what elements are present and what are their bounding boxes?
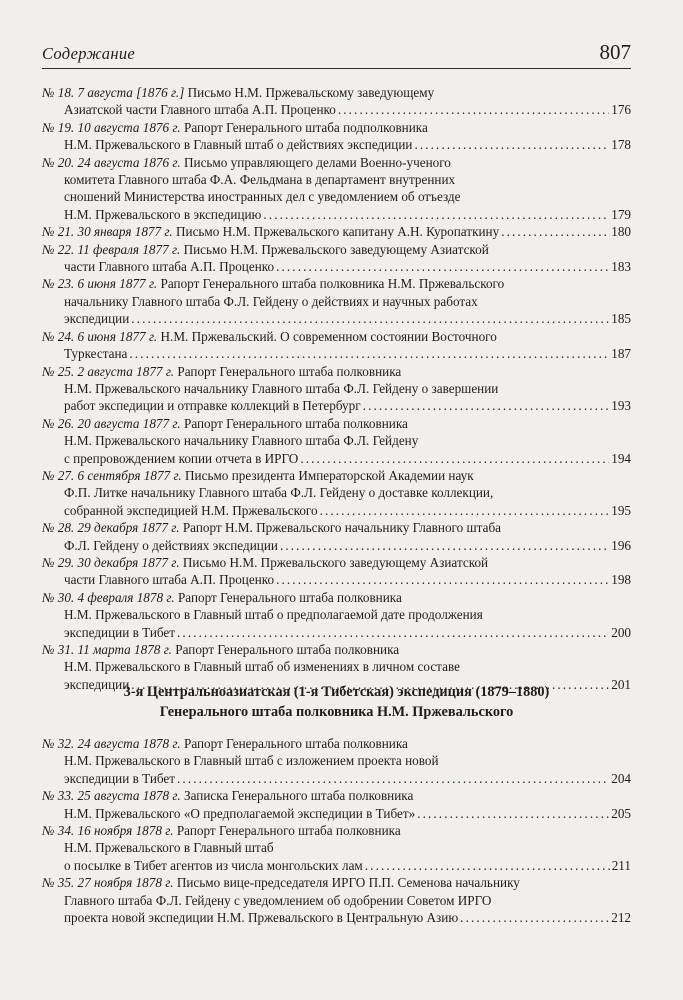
entry-number: № 33.	[42, 788, 75, 804]
toc-entry-last-line	[42, 258, 631, 275]
entry-date: 30 декабря 1877 г.	[77, 554, 180, 570]
entry-number: № 35.	[42, 875, 75, 891]
toc-entry-text	[42, 223, 499, 240]
toc-entry-continuation: Н.М. Пржевальского в Главный штаб с изложением проекта новой	[64, 753, 439, 769]
toc-entry-first-line	[42, 787, 631, 804]
entry-title-end: экспедиции	[64, 676, 130, 692]
entry-number: № 29.	[42, 554, 75, 570]
entry-number: № 30.	[42, 589, 75, 605]
entry-page: 180	[611, 224, 631, 240]
leader-dots	[320, 502, 610, 519]
entry-page: 212	[611, 910, 631, 926]
entry-number: № 20.	[42, 154, 75, 170]
toc-entry	[42, 223, 631, 240]
toc-entry-continuation: Н.М. Пржевальского в Главный штаб о предполагаемой дате продолжения	[64, 607, 483, 623]
toc-entry-last-line	[42, 805, 631, 822]
toc-entry-first-line	[42, 519, 631, 536]
entry-number: № 32.	[42, 736, 75, 751]
leader-dots	[365, 857, 610, 874]
entry-date: 30 января 1877 г.	[77, 224, 173, 240]
entry-date: 24 августа 1878 г.	[77, 736, 181, 751]
entry-title-end: экспедиции	[64, 311, 130, 327]
toc-entry	[42, 822, 631, 874]
leader-dots	[129, 345, 609, 362]
entry-date: 11 марта 1878 г.	[77, 642, 172, 657]
entry-page: 187	[611, 346, 631, 362]
entry-title: Рапорт Генерального штаба полковника	[183, 415, 408, 431]
toc-entry-continuation: Н.М. Пржевальского в Главный штаб об изменениях в личном составе	[64, 659, 460, 675]
entry-title-end: части Главного штаба А.П. Проценко	[64, 572, 275, 588]
entry-title: Рапорт Генерального штаба полковника	[175, 642, 400, 657]
toc-entry-continuation: начальнику Главного штаба Ф.Л. Гейдену о действиях и научных работах	[64, 293, 478, 309]
entry-number: № 34.	[42, 823, 75, 839]
entry-page: 176	[611, 102, 631, 118]
toc-entry-continuation: Н.М. Пржевальского в Главный штаб	[64, 840, 274, 856]
entry-title: Письмо Н.М. Пржевальского капитану А.Н. Куропаткину	[175, 224, 500, 240]
toc-entry-first-line	[42, 554, 631, 571]
entry-title: Рапорт Генерального штаба полковника	[177, 363, 402, 379]
entry-page: 185	[611, 311, 631, 327]
toc-entry	[42, 787, 631, 822]
toc-entry-last-line	[42, 310, 631, 327]
toc-group-1	[42, 84, 631, 693]
entry-date: 25 августа 1878 г.	[77, 788, 181, 804]
toc-entry-last-line	[42, 206, 631, 223]
toc-entry-last-line	[42, 101, 631, 118]
entry-title-end: части Главного штаба А.П. Проценко	[64, 259, 275, 275]
toc-entry-first-line	[42, 275, 631, 292]
toc-entry	[42, 119, 631, 154]
entry-title-end: Туркестана	[64, 346, 128, 362]
entry-page: 195	[611, 502, 631, 518]
entry-title-end: Азиатской части Главного штаба А.П. Проценко	[64, 102, 336, 118]
leader-dots	[414, 136, 609, 153]
toc-entry-last-line	[42, 770, 631, 787]
section-heading-line-1: 3-я Центральноазиатская (1-я Тибетская) экспедиция (1879–1880)	[123, 684, 550, 700]
entry-date: 24 августа 1876 г.	[77, 154, 181, 170]
entry-title: Письмо вице-председателя ИРГО П.П. Семенова начальнику	[176, 875, 520, 891]
entry-title: Рапорт Генерального штаба полковника	[183, 736, 408, 751]
leader-dots	[177, 624, 609, 641]
entry-page: 200	[611, 624, 631, 640]
entry-title-end: экспедиции в Тибет	[64, 624, 176, 640]
entry-number: № 23.	[42, 276, 75, 292]
entry-date: 16 ноября 1878 г.	[77, 823, 174, 839]
entry-date: 27 ноября 1878 г.	[77, 875, 174, 891]
entry-page: 211	[611, 857, 631, 873]
toc-entry	[42, 275, 631, 327]
entry-page: 198	[611, 572, 631, 588]
entry-page: 178	[611, 137, 631, 153]
entry-number: № 19.	[42, 119, 75, 135]
entry-date: 7 августа [1876 г.]	[77, 85, 185, 100]
entry-date: 20 августа 1877 г.	[77, 415, 181, 431]
entry-title-end: Н.М. Пржевальского «О предполагаемой экспедиции в Тибет»	[64, 805, 416, 821]
page-number: 807	[599, 40, 631, 64]
leader-dots	[300, 450, 609, 467]
entry-title: Письмо Н.М. Пржевальскому заведующему	[187, 85, 435, 100]
entry-title-end: экспедиции в Тибет	[64, 770, 176, 786]
entry-number: № 26.	[42, 415, 75, 431]
toc-entry-first-line	[42, 119, 631, 136]
entry-page: 205	[611, 805, 631, 821]
entry-date: 6 июня 1877 г.	[77, 276, 158, 292]
leader-dots	[276, 571, 609, 588]
entry-title-end: с препровождением копии отчета в ИРГО	[64, 450, 299, 466]
leader-dots	[131, 310, 609, 327]
toc-group-2	[42, 735, 631, 926]
entry-date: 29 декабря 1877 г.	[77, 520, 180, 536]
entry-date: 6 сентября 1877 г.	[77, 467, 182, 483]
toc-entry-last-line	[42, 857, 631, 874]
leader-dots	[417, 805, 609, 822]
leader-dots	[276, 258, 609, 275]
toc-entry	[42, 328, 631, 363]
section-heading-line-2: Генерального штаба полковника Н.М. Пржевальского	[159, 704, 514, 720]
entry-title: Рапорт Генерального штаба подполковника	[183, 119, 428, 135]
running-title: Содержание	[42, 44, 136, 63]
toc-entry-first-line	[42, 154, 631, 171]
leader-dots	[338, 101, 609, 118]
entry-title: Н.М. Пржевальский. О современном состоянии Восточного	[160, 328, 497, 344]
entry-title-end: Н.М. Пржевальского в Главный штаб о действиях экспедиции	[64, 137, 413, 153]
entry-page: 196	[611, 537, 631, 553]
toc-entry-first-line	[42, 467, 631, 484]
leader-dots	[263, 206, 609, 223]
toc-entry	[42, 415, 631, 467]
toc-entry-last-line	[42, 571, 631, 588]
entry-title-end: проекта новой экспедиции Н.М. Пржевальского в Центральную Азию	[64, 910, 459, 926]
entry-title: Рапорт Н.М. Пржевальского начальнику Главного штаба	[182, 520, 502, 536]
toc-entry-first-line	[42, 328, 631, 345]
toc-entry-continuation: Главного штаба Ф.Л. Гейдену с уведомлением об одобрении Советом ИРГО	[64, 892, 492, 908]
toc-entry-first-line	[42, 415, 631, 432]
entry-title-end: работ экспедиции и отправке коллекций в Петербург	[64, 398, 361, 414]
toc-entry-last-line	[42, 537, 631, 554]
toc-entry	[42, 735, 631, 787]
entry-date: 10 августа 1876 г.	[77, 119, 181, 135]
toc-entry	[42, 84, 631, 119]
toc-entry-first-line	[42, 84, 631, 101]
entry-date: 6 июня 1877 г.	[77, 328, 158, 344]
entry-number: № 28.	[42, 520, 75, 536]
entry-title: Рапорт Генерального штаба полковника	[176, 823, 401, 839]
entry-title: Письмо Н.М. Пржевальского заведующему Азиатской	[182, 554, 489, 570]
page-header	[42, 38, 631, 69]
entry-title: Рапорт Генерального штаба полковника Н.М. Пржевальского	[160, 276, 505, 292]
toc-entry-first-line	[42, 822, 631, 839]
toc-entry-first-line	[42, 735, 631, 752]
entry-date: 4 февраля 1878 г.	[77, 589, 175, 605]
toc-entry	[42, 467, 631, 519]
leader-dots	[363, 397, 610, 414]
entry-page: 194	[611, 450, 631, 466]
entry-title: Письмо Н.М. Пржевальского заведующему Азиатской	[183, 241, 489, 257]
entry-date: 2 августа 1877 г.	[77, 363, 175, 379]
entry-title-end: о посылке в Тибет агентов из числа монгольских лам	[64, 857, 363, 873]
toc-entry-first-line	[42, 241, 631, 258]
entry-number: № 18.	[42, 85, 75, 100]
entry-page: 183	[611, 259, 631, 275]
entry-date: 11 февраля 1877 г.	[77, 241, 181, 257]
toc-entry	[42, 363, 631, 415]
toc-entry	[42, 519, 631, 554]
entry-title-end: Н.М. Пржевальского в экспедицию	[64, 206, 262, 222]
toc-entry-last-line	[42, 624, 631, 641]
toc-entry-last-line	[42, 450, 631, 467]
toc-entry-continuation: Н.М. Пржевальского начальнику Главного штаба Ф.Л. Гейдену	[64, 433, 419, 449]
entry-number: № 25.	[42, 363, 75, 379]
leader-dots	[280, 537, 609, 554]
toc-entry-last-line	[42, 397, 631, 414]
toc-entry	[42, 589, 631, 641]
entry-title: Письмо президента Императорской Академии наук	[185, 467, 474, 483]
toc-entry-first-line	[42, 363, 631, 380]
entry-number: № 21.	[42, 224, 75, 240]
entry-title: Рапорт Генерального штаба полковника	[177, 589, 402, 605]
toc-entry-continuation: комитета Главного штаба Ф.А. Фельдмана в департамент внутренних	[64, 172, 456, 188]
entry-page: 193	[611, 398, 631, 414]
entry-title: Письмо управляющего делами Военно-ученого	[183, 154, 451, 170]
leader-dots	[460, 909, 609, 926]
toc-entry-last-line	[42, 136, 631, 153]
entry-number: № 22.	[42, 241, 75, 257]
entry-number: № 24.	[42, 328, 75, 344]
toc-entry-first-line	[42, 589, 631, 606]
entry-number: № 31.	[42, 642, 75, 657]
toc-entry	[42, 241, 631, 276]
toc-entry-continuation: Ф.П. Литке начальнику Главного штаба Ф.Л. Гейдену о доставке коллекции,	[64, 485, 494, 501]
leader-dots	[501, 223, 609, 240]
toc-entry-first-line	[42, 874, 631, 891]
entry-page: 201	[611, 676, 631, 692]
entry-page: 179	[611, 206, 631, 222]
toc-entry	[42, 154, 631, 224]
entry-title-end: Ф.Л. Гейдену о действиях экспедиции	[64, 537, 278, 553]
toc-entry-continuation: Н.М. Пржевальского начальнику Главного штаба Ф.Л. Гейдену о завершении	[64, 380, 499, 396]
leader-dots	[177, 770, 609, 787]
entry-number: № 27.	[42, 467, 75, 483]
section-heading	[42, 682, 631, 722]
toc-entry-continuation: сношений Министерства иностранных дел с уведомлением об отъезде	[64, 189, 461, 205]
toc-entry-last-line	[42, 502, 631, 519]
entry-title: Записка Генерального штаба полковника	[183, 788, 414, 804]
toc-entry-line	[42, 223, 631, 240]
entry-title-end: собранной экспедицией Н.М. Пржевальского	[64, 502, 318, 518]
toc-entry	[42, 874, 631, 926]
toc-entry-last-line	[42, 345, 631, 362]
toc-entry	[42, 554, 631, 589]
entry-page: 204	[611, 770, 631, 786]
toc-entry-first-line	[42, 641, 631, 658]
toc-entry-last-line	[42, 909, 631, 926]
